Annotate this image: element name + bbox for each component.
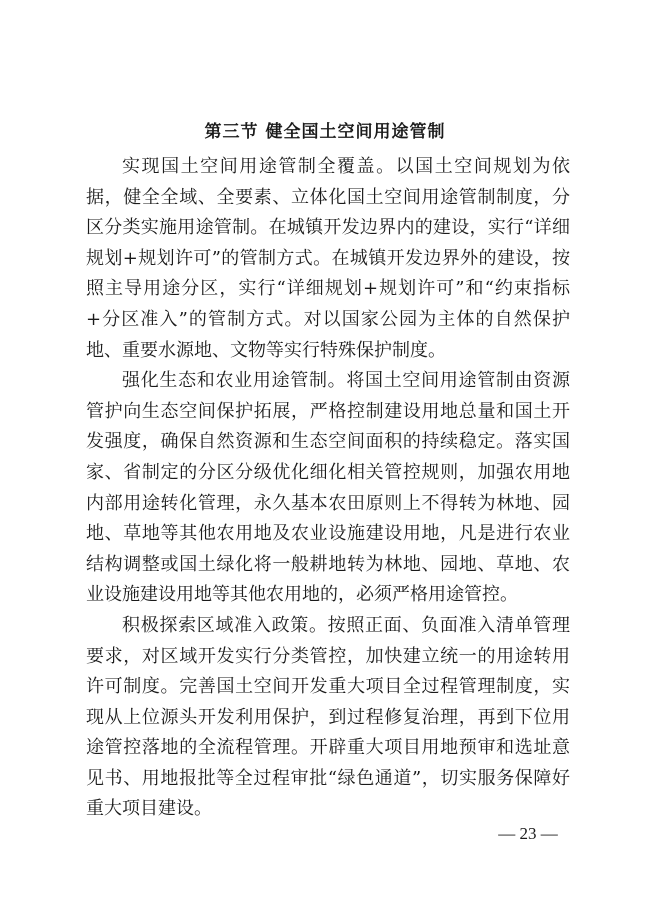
page-number: — 23 — [498,824,558,843]
paragraph-regional-access: 积极探索区域准入政策。按照正面、负面准入清单管理要求，对区域开发实行分类管控，加快建立统一的用途转用许可制度。完善国土空间开发重大项目全过程管理制度，实现从上位源头开发利用保护，到过程修复治理，再到下位用途管控落地的全流程管理。开辟重大项目用地预审和选址意见书、用地报批等全过程审批“绿色通道”，切实服务保障好重大项目建设。 [86,614,570,820]
section-title: 第三节 健全国土空间用途管制 [204,122,446,142]
paragraph-ecology-agriculture: 强化生态和农业用途管制。将国土空间用途管制由资源管护向生态空间保护拓展，严格控制建设用地总量和国土开发强度，确保自然资源和生态空间面积的持续稳定。落实国家、省制定的分区分级优化细化相关管控规则，加强农用地内部用途转化管理，永久基本农田原则上不得转为林地、园地、草地等其他农用地及农业设施建设用地，凡是进行农业结构调整或国土绿化将一般耕地转为林地、园地、草地、农业设施建设用地等其他农用地的，必须严格用途管控。 [86,370,570,606]
body-text [86,152,570,825]
paragraph-land-use-coverage: 实现国土空间用途管制全覆盖。以国土空间规划为依据，健全全域、全要素、立体化国土空间用途管制制度，分区分类实施用途管制。在城镇开发边界内的建设，实行“详细规划+规划许可”的管制方式。在城镇开发边界外的建设，按照主导用途分区，实行“详细规划+规划许可”和“约束指标+分区准入”的管制方式。对以国家公园为主体的自然保护地、重要水源地、文物等实行特殊保护制度。 [86,156,570,361]
